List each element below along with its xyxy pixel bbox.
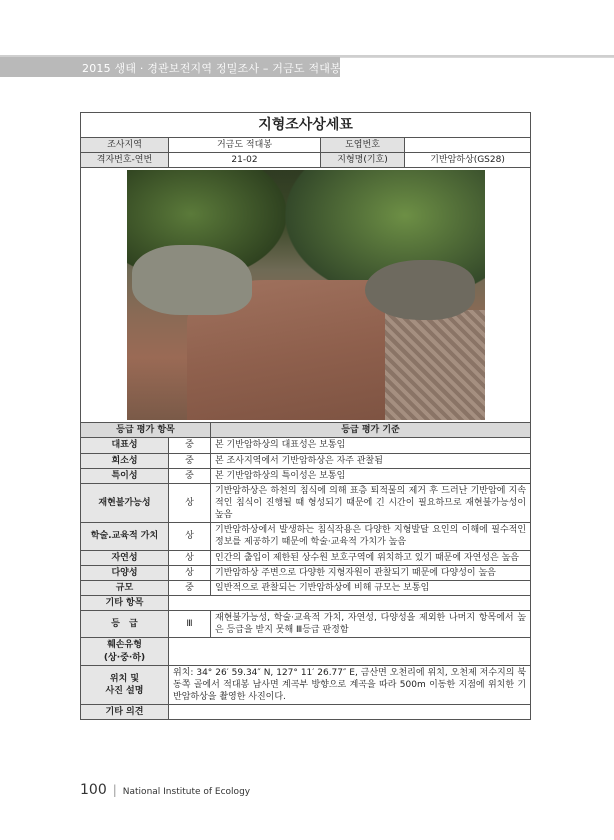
photo-rock-left [132,245,252,315]
page-number: 100 [80,782,107,798]
item-grade: 중 [169,453,211,468]
header-rule-right [340,57,614,58]
item-criteria: 인간의 출입이 제한된 상수원 보호구역에 위치하고 있기 때문에 자연성은 높음 [211,550,531,565]
item-name: 재현불가능성 [81,483,169,522]
photo-cell [81,168,531,423]
location-label-line1: 위치 및 [109,673,140,684]
table-row [81,453,531,468]
landform-survey-table [80,112,531,720]
grid-value: 21-02 [169,153,321,168]
item-criteria: 본 기반암하상의 특이성은 보통임 [211,468,531,483]
item-name: 규모 [81,580,169,595]
item-criteria: 본 기반암하상의 대표성은 보통임 [211,438,531,453]
item-grade: 상 [169,523,211,550]
item-grade: 중 [169,438,211,453]
survey-area-label: 조사지역 [81,138,169,153]
item-name: 희소성 [81,453,169,468]
item-criteria: 본 조사지역에서 기반암하상은 자주 관찰됨 [211,453,531,468]
footer-separator: | [112,783,117,797]
location-description: 위치: 34° 26′ 59.34″ N, 127° 11′ 26.77″ E, 금산면 오천리에 위치, 오천제 저수지의 북동쪽 골에서 적대봉 남사면 계곡부 방향으로 계곡을 따라 500m 이동한 지점에 위치한 기반암하상을 촬영한 사진이다. [169,665,531,704]
table-row [81,468,531,483]
stream-bedrock-photo [127,170,485,420]
other-opinion-value [169,705,531,720]
item-grade: 중 [169,468,211,483]
item-name: 다양성 [81,565,169,580]
item-criteria: 기반암하상 주변으로 다양한 지형자원이 관찰되기 때문에 다양성이 높음 [211,565,531,580]
grade-value: Ⅲ [169,611,211,638]
location-label [81,665,169,704]
item-name: 특이성 [81,468,169,483]
table-row [81,565,531,580]
other-opinion-label: 기타 의견 [81,705,169,720]
table-row [81,523,531,550]
item-criteria: 기반암하상에서 발생하는 침식작용은 다양한 지형발달 요인의 이해에 필수적인 정보를 제공하기 때문에 학술·교육적 가치가 높음 [211,523,531,550]
grade-description: 재현불가능성, 학술·교육적 가치, 자연성, 다양성을 제외한 나머지 항목에서 높은 등급을 받지 못해 Ⅲ등급 판정함 [211,611,531,638]
damage-type-label-line1: 훼손유형 [107,640,142,651]
item-criteria: 기반암하상은 하천의 침식에 의해 표층 퇴적물의 제거 후 드러난 기반암에 지속적인 침식이 진행될 때 형성되기 때문에 긴 시간이 필요하므로 재현불가능성이 높음 [211,483,531,522]
grid-label: 격자번호-연번 [81,153,169,168]
damage-type-value [169,638,531,665]
grade-item-header: 등급 평가 항목 [81,423,211,438]
footer-org: National Institute of Ecology [122,787,251,797]
landform-value: 기반암하상(GS28) [405,153,531,168]
map-no-value [405,138,531,153]
damage-type-label [81,638,169,665]
item-name: 학술.교육적 가치 [81,523,169,550]
landform-label: 지형명(기호) [321,153,405,168]
other-items-value [169,595,531,610]
item-grade: 상 [169,483,211,522]
item-criteria: 일반적으로 관찰되는 기반암하상에 비해 규모는 보통임 [211,580,531,595]
item-grade: 상 [169,550,211,565]
item-grade: 상 [169,565,211,580]
location-label-line2: 사진 설명 [105,685,144,696]
other-items-label: 기타 항목 [81,595,169,610]
grade-label: 등 급 [81,611,169,638]
table-row [81,483,531,522]
sheet-title: 지형조사상세표 [81,113,531,138]
photo-gravel [385,310,485,420]
running-title: 2015 생태 · 경관보전지역 정밀조사 – 거금도 적대봉 [82,62,341,75]
table-row [81,550,531,565]
grade-criteria-header: 등급 평가 기준 [211,423,531,438]
page-footer [80,782,250,798]
damage-type-label-line2: (상·중·하) [103,652,146,663]
item-name: 대표성 [81,438,169,453]
item-name: 자연성 [81,550,169,565]
item-grade: 중 [169,580,211,595]
table-row [81,438,531,453]
survey-area-value: 거금도 적대봉 [169,138,321,153]
photo-rock-right [365,260,475,320]
map-no-label: 도엽번호 [321,138,405,153]
table-row [81,580,531,595]
